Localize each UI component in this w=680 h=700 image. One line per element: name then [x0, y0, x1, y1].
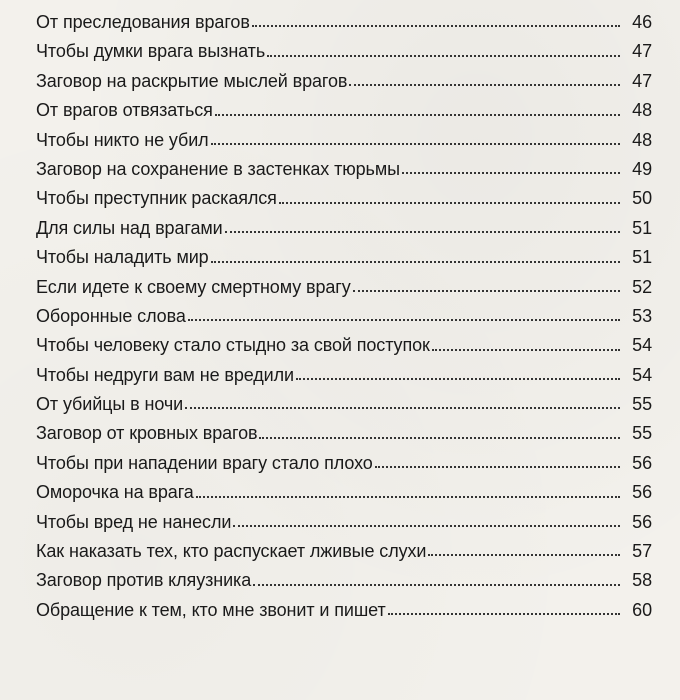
toc-entry-title: Оборонные слова: [36, 305, 186, 326]
toc-entry: [36, 331, 652, 360]
toc-entry: [36, 361, 652, 390]
toc-entry-page: 56: [632, 511, 652, 532]
toc-entry: [36, 155, 652, 184]
dot-leader: [296, 378, 620, 380]
toc-entry: [36, 273, 652, 302]
toc-entry: [36, 184, 652, 213]
toc-entry-page: 46: [632, 12, 652, 32]
toc-entry-page: 58: [632, 570, 652, 591]
dot-leader: [211, 261, 620, 263]
toc-entry-title: Обращение к тем, кто мне звонит и пишет: [36, 599, 386, 620]
toc-entry-page: 60: [632, 599, 652, 620]
toc-entry-title: Чтобы наладить мир: [36, 247, 209, 268]
toc-entry-title: Заговор на сохранение в застенках тюрьмы: [36, 158, 400, 179]
dot-leader: [349, 84, 620, 86]
toc-entry-title: Как наказать тех, кто распускает лживые слухи: [36, 541, 427, 562]
toc-entry: [36, 126, 652, 155]
toc-entry-title: Для силы над врагами: [36, 217, 223, 238]
toc-entry-page: 53: [632, 305, 652, 326]
toc-entry: [36, 243, 652, 272]
dot-leader: [388, 613, 620, 615]
toc-entry-page: 47: [632, 41, 652, 62]
toc-entry-page: 48: [632, 129, 652, 150]
toc-entry-title: От убийцы в ночи: [36, 394, 184, 415]
dot-leader: [428, 554, 620, 556]
toc-entry: [36, 596, 652, 625]
toc-entry-page: 47: [632, 70, 652, 91]
toc-entry-title: Чтобы вред не нанесли: [36, 511, 232, 532]
toc-entry-page: 48: [632, 100, 652, 121]
dot-leader: [375, 466, 620, 468]
toc-entry: [36, 508, 652, 537]
dot-leader: [402, 172, 620, 174]
dot-leader: [211, 143, 620, 145]
toc-entry-page: 51: [632, 247, 652, 268]
toc-entry: [36, 214, 652, 243]
toc-entry-page: 54: [632, 364, 652, 385]
toc-entry-page: 55: [632, 394, 652, 415]
toc-entry-page: 49: [632, 158, 652, 179]
dot-leader: [215, 114, 620, 116]
toc-entry: [36, 478, 652, 507]
dot-leader: [185, 407, 620, 409]
table-of-contents: [36, 8, 652, 625]
toc-entry: [36, 537, 652, 566]
toc-entry: [36, 8, 652, 37]
dot-leader: [267, 55, 620, 57]
dot-leader: [252, 25, 620, 27]
dot-leader: [279, 202, 620, 204]
toc-entry-title: Чтобы при нападении врагу стало плохо: [36, 452, 373, 473]
dot-leader: [253, 584, 620, 586]
toc-entry-page: 52: [632, 276, 652, 297]
toc-entry-title: Чтобы преступник раскаялся: [36, 188, 277, 209]
toc-entry-page: 54: [632, 335, 652, 356]
toc-entry: [36, 302, 652, 331]
toc-entry: [36, 449, 652, 478]
toc-entry-title: Заговор против кляузника: [36, 570, 252, 591]
toc-entry-page: 51: [632, 217, 652, 238]
dot-leader: [196, 496, 620, 498]
toc-entry-page: 56: [632, 452, 652, 473]
toc-entry: [36, 390, 652, 419]
toc-entry: [36, 96, 652, 125]
toc-entry-title: От врагов отвязаться: [36, 100, 213, 121]
toc-entry: [36, 419, 652, 448]
toc-entry: [36, 37, 652, 66]
toc-entry-page: 55: [632, 423, 652, 444]
dot-leader: [225, 231, 620, 233]
toc-entry: [36, 566, 652, 595]
toc-entry-title: От преследования врагов: [36, 12, 250, 32]
dot-leader: [353, 290, 620, 292]
dot-leader: [188, 319, 620, 321]
toc-entry-title: Заговор на раскрытие мыслей врагов: [36, 70, 348, 91]
toc-entry-title: Чтобы человеку стало стыдно за свой поступок: [36, 335, 430, 356]
toc-entry-title: Чтобы думки врага вызнать: [36, 41, 266, 62]
toc-entry-title: Если идете к своему смертному врагу: [36, 276, 351, 297]
toc-entry-title: Оморочка на врага: [36, 482, 194, 503]
toc-entry-title: Чтобы недруги вам не вредили: [36, 364, 294, 385]
toc-entry-page: 57: [632, 541, 652, 562]
toc-entry-title: Заговор от кровных врагов: [36, 423, 258, 444]
toc-entry-page: 50: [632, 188, 652, 209]
dot-leader: [259, 437, 620, 439]
dot-leader: [233, 525, 620, 527]
toc-entry-page: 56: [632, 482, 652, 503]
toc-entry-title: Чтобы никто не убил: [36, 129, 209, 150]
toc-entry: [36, 67, 652, 96]
dot-leader: [432, 349, 620, 351]
